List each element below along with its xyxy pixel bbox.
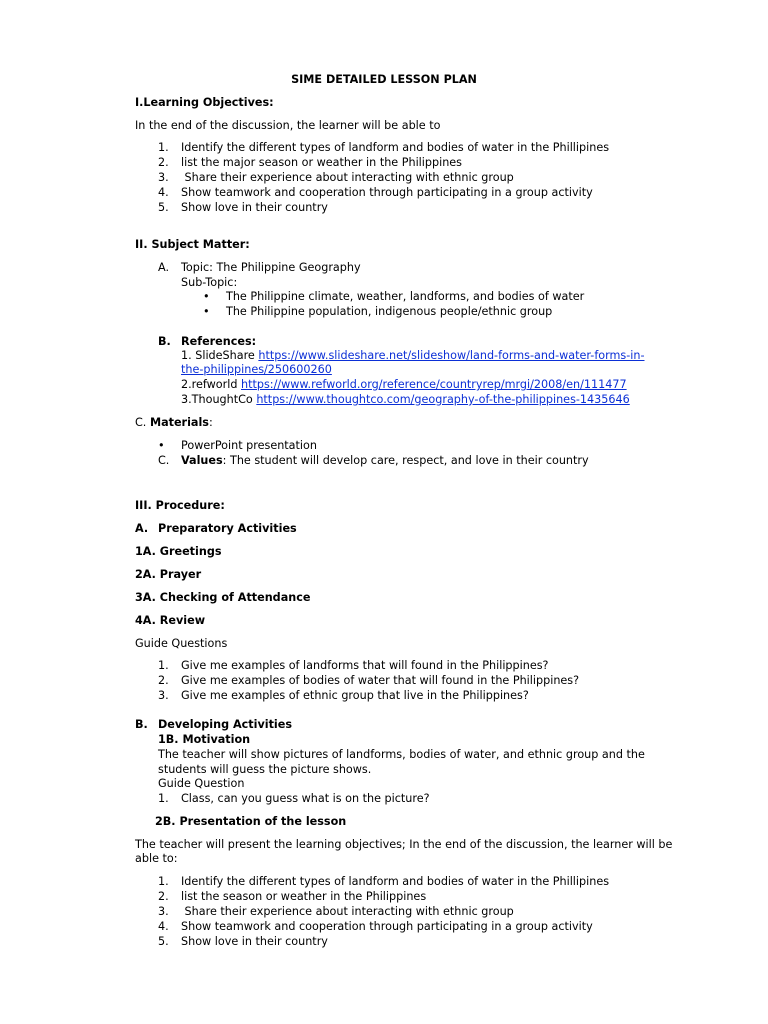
list-letter: B. — [158, 335, 171, 348]
objective-item: Share their experience about interacting with ethnic group — [181, 171, 514, 184]
objectives-intro: In the end of the discussion, the learner will be able to — [135, 119, 441, 132]
subtopic-item: The Philippine population, indigenous people/ethnic group — [226, 305, 553, 318]
reference-item-continued — [181, 362, 332, 377]
objective-item: list the season or weather in the Philippines — [181, 890, 427, 903]
objective-item: Identify the different types of landform and bodies of water in the Phillipines — [181, 141, 610, 154]
reference-link[interactable]: https://www.slideshare.net/slideshow/land-forms-and-water-forms-in- — [258, 349, 645, 362]
presentation-text: able to: — [135, 852, 178, 865]
section-heading-objectives: I.Learning Objectives: — [135, 96, 274, 109]
guide-question-item: Give me examples of bodies of water that will found in the Philippines? — [181, 674, 580, 687]
list-letter: A. — [158, 261, 170, 274]
objective-item: Show teamwork and cooperation through participating in a group activity — [181, 920, 593, 933]
bullet-icon: • — [203, 305, 210, 318]
objective-item: Show love in their country — [181, 201, 328, 214]
list-number: 1. — [158, 792, 169, 805]
motivation-text: The teacher will show pictures of landforms, bodies of water, and ethnic group and the — [158, 748, 645, 761]
guide-question-item: Give me examples of ethnic group that live in the Philippines? — [181, 689, 529, 702]
prayer-heading: 2A. Prayer — [135, 568, 202, 581]
list-number: 5. — [158, 935, 169, 948]
reference-source: 1. SlideShare — [181, 349, 259, 362]
guide-questions-label: Guide Questions — [135, 637, 228, 650]
document-title: SIME DETAILED LESSON PLAN — [291, 73, 477, 86]
attendance-heading: 3A. Checking of Attendance — [135, 591, 311, 604]
list-letter: B. — [135, 718, 148, 731]
bullet-icon: • — [158, 439, 165, 452]
list-number: 2. — [158, 156, 169, 169]
motivation-text: students will guess the picture shows. — [158, 763, 372, 776]
reference-source: 2.refworld — [181, 378, 242, 391]
reference-link[interactable]: the-philippines/250600260 — [181, 363, 332, 376]
preparatory-heading: Preparatory Activities — [158, 522, 297, 535]
guide-question-item: Class, can you guess what is on the picture? — [181, 792, 430, 805]
list-number: 2. — [158, 674, 169, 687]
list-number: 4. — [158, 186, 169, 199]
objective-item: list the major season or weather in the Philippines — [181, 156, 463, 169]
objective-item: Share their experience about interacting with ethnic group — [181, 905, 514, 918]
list-number: 2. — [158, 890, 169, 903]
reference-source: 3.ThoughtCo — [181, 393, 257, 406]
objective-item: Identify the different types of landform and bodies of water in the Phillipines — [181, 875, 610, 888]
list-letter: A. — [135, 522, 149, 535]
presentation-text: The teacher will present the learning objectives; In the end of the discussion, the learner will be — [135, 838, 673, 851]
guide-question-item: Give me examples of landforms that will found in the Philippines? — [181, 659, 549, 672]
greetings-heading: 1A. Greetings — [135, 545, 222, 558]
list-number: 3. — [158, 689, 169, 702]
presentation-heading: 2B. Presentation of the lesson — [155, 815, 347, 828]
subtopic-item: The Philippine climate, weather, landforms, and bodies of water — [226, 290, 585, 303]
motivation-heading: 1B. Motivation — [158, 733, 251, 746]
reference-link[interactable]: https://www.refworld.org/reference/countryrep/mrgi/2008/en/111477 — [241, 378, 627, 391]
section-heading-procedure: III. Procedure: — [135, 499, 225, 512]
list-number: 1. — [158, 141, 169, 154]
values-line — [181, 453, 589, 468]
developing-heading: Developing Activities — [158, 718, 293, 731]
subtopic-label: Sub-Topic: — [181, 276, 238, 289]
bullet-icon: • — [203, 290, 210, 303]
references-heading: References: — [181, 335, 257, 348]
values-label: Values — [181, 454, 223, 467]
topic-line: Topic: The Philippine Geography — [181, 261, 361, 274]
list-number: 3. — [158, 905, 169, 918]
objective-item: Show love in their country — [181, 935, 328, 948]
list-number: 1. — [158, 875, 169, 888]
objective-item: Show teamwork and cooperation through participating in a group activity — [181, 186, 593, 199]
guide-question-label: Guide Question — [158, 777, 245, 790]
list-number: 3. — [158, 171, 169, 184]
materials-prefix: C. — [135, 416, 150, 429]
reference-item — [181, 348, 645, 363]
list-number: 5. — [158, 201, 169, 214]
values-text: : The student will develop care, respect, and love in their country — [222, 454, 589, 467]
list-number: 1. — [158, 659, 169, 672]
reference-item — [181, 377, 627, 392]
material-item: PowerPoint presentation — [181, 439, 317, 452]
materials-line — [135, 415, 213, 430]
list-letter: C. — [158, 454, 170, 467]
materials-heading: Materials — [149, 416, 209, 429]
review-heading: 4A. Review — [135, 614, 206, 627]
list-number: 4. — [158, 920, 169, 933]
materials-colon: : — [208, 416, 213, 429]
section-heading-subject-matter: II. Subject Matter: — [135, 238, 250, 251]
reference-item — [181, 392, 630, 407]
reference-link[interactable]: https://www.thoughtco.com/geography-of-the-philippines-1435646 — [256, 393, 630, 406]
